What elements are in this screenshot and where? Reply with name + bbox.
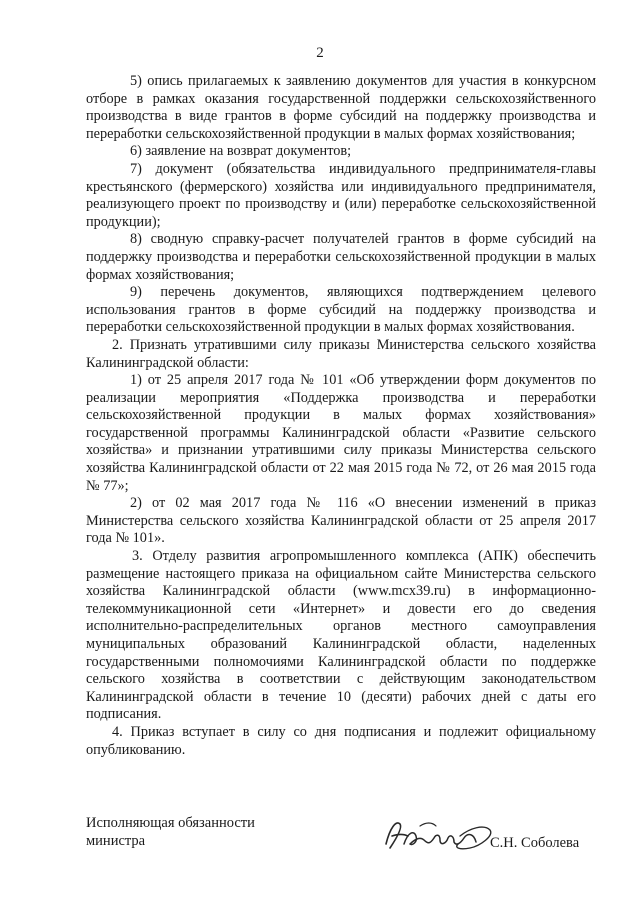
page-number: 2 [316, 45, 324, 61]
signer-role-line-1: Исполняющая обязанности [86, 815, 255, 831]
document-body [86, 73, 596, 759]
signature-block [86, 814, 606, 874]
paragraph-item-8: 8) сводную справку-расчет получателей грантов в форме субсидий на поддержку производства и переработки сельскохозяйственной продукции в малых формах хозяйствования; [86, 231, 596, 283]
paragraph-item-5: 5) опись прилагаемых к заявлению документов для участия в конкурсном отборе в рамках оказания государственной поддержки сельскохозяйственного производства в виде грантов в форме субсидий на поддержку производства и переработки сельскохозяйственной продукции в малых формах хозяйствования; [86, 73, 596, 142]
signer-role [86, 814, 255, 850]
paragraph-item-6: 6) заявление на возврат документов; [130, 143, 352, 160]
paragraph-item-7: 7) документ (обязательства индивидуального предпринимателя-главы крестьянского (фермерского) хозяйства или индивидуального предпринимателя, реализующего проект по производству и (или) переработке сельскохозяйственной продукции); [86, 160, 596, 230]
paragraph-item-9: 9) перечень документов, являющихся подтверждением целевого использования грантов в форме субсидий на поддержку производства и переработки сельскохозяйственной продукции в малых формах хозяйствования. [86, 284, 596, 336]
paragraph-clause-2: 2. Признать утратившими силу приказы Министерства сельского хозяйства Калининградской области: [86, 336, 596, 371]
signer-name: С.Н. Соболева [490, 835, 580, 851]
paragraph-clause-4: 4. Приказ вступает в силу со дня подписания и подлежит официальному опубликованию. [86, 723, 596, 758]
signer-role-line-2: министра [86, 833, 146, 849]
handwritten-signature [380, 814, 500, 858]
paragraph-clause-3: 3. Отделу развития агропромышленного комплекса (АПК) обеспечить размещение настоящего приказа на официальном сайте Министерства сельского хозяйства Калининградской области (www.mcx39.ru) в информационно-телекоммуникационной сети «Интернет» и довести его до сведения исполнительно-распределительных органов местного самоуправления муниципальных образований Калининградской области, наделенных государственными полномочиями Калининградской области по поддержке сельского хозяйства в соответствии с действующим законодательством Калининградской области в течение 10 (десяти) рабочих дней с даты его подписания. [86, 548, 596, 723]
paragraph-clause-2-sub-1: 1) от 25 апреля 2017 года № 101 «Об утверждении форм документов по реализации мероприятия «Поддержка производства и переработки сельскохозяйственной продукции в малых формах хозяйствования» государственной программы Калининградской области «Развитие сельского хозяйства» и признании утратившими силу приказы Министерства сельского хозяйства Калининградской области от 22 мая 2015 года № 72, от 26 мая 2015 года № 77»; [86, 372, 596, 494]
paragraph-clause-2-sub-2: 2) от 02 мая 2017 года № 116 «О внесении изменений в приказ Министерства сельского хозяйства Калининградской области от 25 апреля 2017 года № 101». [86, 495, 596, 547]
